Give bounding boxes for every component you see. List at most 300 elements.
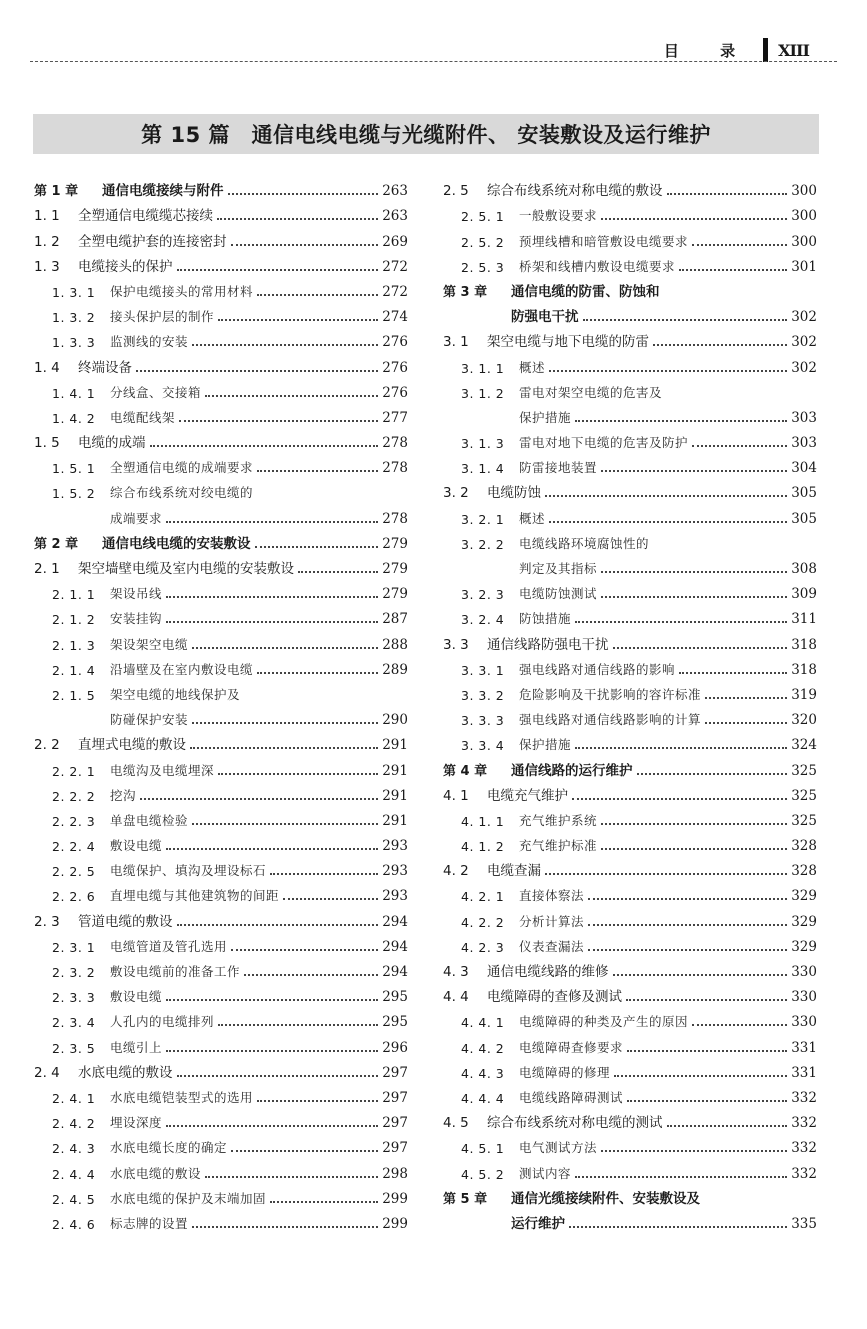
toc-entry-section[interactable]: [34, 904, 408, 929]
toc-entry-sub[interactable]: [443, 879, 817, 904]
toc-entry-page: 263: [382, 183, 408, 200]
toc-entry-page: 302: [791, 334, 817, 351]
toc-entry-section[interactable]: [34, 224, 408, 249]
toc-entry-number: 1. 1: [34, 208, 60, 225]
toc-entry-sub[interactable]: [34, 779, 408, 804]
dot-leader: [231, 1150, 378, 1152]
toc-entry-page: 277: [382, 409, 408, 426]
toc-entry-title: 挖沟: [110, 787, 137, 803]
dot-leader: [140, 798, 378, 800]
toc-entry-sub[interactable]: [443, 224, 817, 249]
toc-entry-sub[interactable]: [443, 250, 817, 275]
toc-entry-page: 302: [791, 309, 817, 326]
dot-leader: [679, 672, 787, 674]
toc-entry-title: 仪表查漏法: [519, 938, 585, 954]
dot-leader: [166, 521, 378, 523]
dot-leader: [177, 1075, 379, 1077]
dot-leader: [583, 319, 788, 321]
toc-entry-sub[interactable]: [34, 627, 408, 652]
toc-entry-page: 305: [791, 485, 817, 502]
dot-leader: [667, 1125, 788, 1127]
toc-entry-number: 2. 2: [34, 737, 60, 754]
toc-entry-chapter[interactable]: [443, 1182, 817, 1207]
toc-entry-title: 埋设深度: [110, 1115, 163, 1131]
toc-entry-number: 2. 1: [34, 561, 60, 577]
toc-entry-sub[interactable]: [443, 426, 817, 451]
toc-entry-sub[interactable]: [34, 1081, 408, 1106]
toc-entry-number: 2. 1. 1: [52, 587, 96, 603]
toc-entry-page: 297: [382, 1115, 408, 1132]
toc-entry-sub[interactable]: [34, 1207, 408, 1232]
toc-entry-title: 直埋式电缆的敷设: [78, 737, 186, 754]
toc-entry-number: 3. 2. 4: [461, 612, 505, 628]
toc-entry-number: 2. 4. 3: [52, 1141, 96, 1157]
toc-entry-page: 288: [382, 636, 408, 653]
toc-entry-number: 1. 3. 3: [52, 335, 96, 351]
dot-leader: [549, 521, 787, 523]
toc-entry-chapter[interactable]: [443, 275, 817, 300]
toc-entry-section[interactable]: [443, 627, 817, 652]
toc-entry-page: 299: [382, 1215, 408, 1232]
toc-entry-page: 319: [791, 686, 817, 703]
toc-entry-sub[interactable]: [443, 527, 817, 552]
dot-leader: [192, 1226, 378, 1228]
toc-entry-sub-cont[interactable]: [443, 401, 817, 426]
toc-entry-number: 第 3 章: [443, 284, 488, 300]
toc-entry-title: 电缆管道及管孔选用: [110, 938, 228, 954]
toc-entry-title: 人孔内的电缆排列: [110, 1014, 215, 1030]
toc-entry-number: 3. 1. 2: [461, 385, 505, 401]
toc-entry-sub[interactable]: [34, 602, 408, 627]
toc-entry-section[interactable]: [34, 199, 408, 224]
toc-entry-page: 295: [382, 1014, 408, 1031]
toc-entry-number: 2. 1. 5: [52, 687, 96, 703]
toc-entry-title: 保护措施: [519, 409, 572, 425]
dot-leader: [549, 370, 787, 372]
toc-entry-sub[interactable]: [443, 703, 817, 728]
toc-entry-section[interactable]: [34, 250, 408, 275]
dot-leader: [136, 370, 378, 372]
toc-entry-chapter-cont[interactable]: [443, 300, 817, 325]
toc-entry-page: 295: [382, 989, 408, 1006]
toc-entry-sub[interactable]: [34, 930, 408, 955]
toc-entry-number: 3. 3. 3: [461, 713, 505, 729]
toc-entry-title: 充气维护标准: [519, 838, 598, 854]
toc-entry-number: 4. 2. 1: [461, 889, 505, 905]
toc-entry-title: 电缆障碍查修要求: [519, 1039, 624, 1055]
toc-entry-title: 水底电缆长度的确定: [110, 1140, 228, 1156]
toc-entry-number: 3. 2: [443, 485, 469, 502]
toc-entry-section[interactable]: [34, 552, 408, 577]
toc-entry-page: 325: [791, 787, 817, 804]
toc-entry-number: 第 2 章: [34, 536, 79, 552]
toc-entry-title: 全塑通信电缆缆芯接续: [78, 208, 213, 225]
toc-entry-section[interactable]: [443, 1106, 817, 1131]
dot-leader: [192, 647, 378, 649]
dot-leader: [179, 420, 378, 422]
toc-entry-title: 电缆障碍的查修及测试: [487, 989, 622, 1006]
toc-entry-title: 水底电缆的敷设: [78, 1064, 173, 1081]
toc-entry-number: 第 1 章: [34, 184, 79, 200]
toc-entry-sub[interactable]: [443, 577, 817, 602]
toc-entry-number: 4. 2. 2: [461, 914, 505, 930]
header-rule: [30, 61, 837, 62]
toc-entry-section[interactable]: [34, 350, 408, 375]
toc-entry-page: 318: [791, 661, 817, 678]
toc-entry-number: 4. 1: [443, 787, 469, 804]
toc-entry-number: 2. 5. 2: [461, 234, 505, 250]
header-page-number: XIII: [778, 40, 809, 60]
toc-entry-number: 2. 2. 1: [52, 763, 96, 779]
toc-entry-page: 329: [791, 913, 817, 930]
toc-entry-chapter[interactable]: [34, 174, 408, 199]
toc-entry-number: 第 4 章: [443, 763, 488, 779]
toc-entry-page: 276: [382, 334, 408, 351]
toc-entry-number: 1. 3. 2: [52, 310, 96, 326]
toc-entry-number: 1. 5: [34, 435, 60, 452]
toc-entry-number: 3. 2. 1: [461, 511, 505, 527]
toc-entry-sub[interactable]: [34, 1182, 408, 1207]
toc-entry-sub-cont[interactable]: [34, 501, 408, 526]
toc-entry-section[interactable]: [443, 174, 817, 199]
toc-entry-page: 304: [791, 460, 817, 477]
toc-entry-number: 4. 1. 1: [461, 813, 505, 829]
toc-entry-title: 全塑通信电缆的成端要求: [110, 460, 254, 476]
dot-leader: [601, 596, 787, 598]
toc-entry-number: 4. 5: [443, 1115, 469, 1132]
toc-entry-number: 1. 4. 2: [52, 410, 96, 426]
toc-entry-sub[interactable]: [443, 1081, 817, 1106]
toc-entry-title: 通信线路防强电干扰: [487, 636, 609, 653]
toc-entry-title: 电缆防蚀测试: [519, 586, 598, 602]
toc-entry-number: 1. 4. 1: [52, 385, 96, 401]
toc-entry-sub[interactable]: [443, 199, 817, 224]
toc-entry-title: 防强电干扰: [511, 309, 579, 326]
toc-entry-title: 预埋线槽和暗管敷设电缆要求: [519, 233, 689, 249]
dot-leader: [218, 319, 378, 321]
dot-leader: [205, 395, 378, 397]
toc-entry-title: 通信线路的运行维护: [511, 762, 633, 779]
toc-entry-number: 2. 3. 4: [52, 1015, 96, 1031]
toc-entry-title: 全塑电缆护套的连接密封: [78, 233, 227, 250]
toc-entry-title: 通信电缆线路的维修: [487, 964, 609, 980]
toc-entry-sub[interactable]: [443, 804, 817, 829]
toc-entry-number: 4. 2: [443, 863, 469, 880]
toc-entry-page: 329: [791, 888, 817, 905]
dot-leader: [588, 898, 787, 900]
dot-leader: [601, 1150, 787, 1152]
toc-entry-page: 300: [791, 233, 817, 250]
toc-entry-sub[interactable]: [443, 678, 817, 703]
toc-entry-page: 272: [382, 258, 408, 275]
toc-entry-title: 电缆障碍的种类及产生的原因: [519, 1014, 689, 1030]
dot-leader: [575, 1176, 787, 1178]
dot-leader: [601, 470, 787, 472]
toc-entry-page: 279: [382, 586, 408, 603]
toc-entry-title: 综合布线系统对称电缆的测试: [487, 1115, 663, 1132]
toc-entry-title: 综合布线系统对称电缆的敷设: [487, 183, 663, 200]
toc-entry-page: 289: [382, 661, 408, 678]
toc-entry-sub[interactable]: [443, 904, 817, 929]
toc-entry-title: 桥架和线槽内敷设电缆要求: [519, 258, 676, 274]
toc-entry-number: 2. 2. 2: [52, 788, 96, 804]
toc-entry-chapter-cont[interactable]: [443, 1207, 817, 1232]
toc-entry-section[interactable]: [443, 955, 817, 980]
toc-entry-chapter[interactable]: [443, 753, 817, 778]
toc-entry-sub[interactable]: [34, 451, 408, 476]
toc-entry-title: 电缆接头的保护: [78, 258, 173, 275]
toc-entry-page: 276: [382, 384, 408, 401]
dot-leader: [545, 495, 787, 497]
toc-entry-page: 293: [382, 838, 408, 855]
toc-entry-title: 防雷接地装置: [519, 460, 598, 476]
toc-entry-title: 架空电缆与地下电缆的防雷: [487, 334, 649, 351]
dot-leader: [192, 823, 378, 825]
toc-entry-title: 架空墙壁电缆及室内电缆的安装敷设: [78, 561, 294, 577]
toc-entry-title: 敷设电缆前的准备工作: [110, 964, 241, 979]
toc-entry-page: 297: [382, 1089, 408, 1106]
toc-entry-sub[interactable]: [443, 653, 817, 678]
toc-entry-sub[interactable]: [443, 930, 817, 955]
toc-entry-page: 291: [382, 737, 408, 754]
toc-entry-sub[interactable]: [34, 1005, 408, 1030]
header-divider: [763, 38, 768, 62]
toc-entry-page: 278: [382, 510, 408, 527]
toc-entry-sub[interactable]: [34, 1156, 408, 1181]
toc-entry-chapter[interactable]: [34, 527, 408, 552]
toc-entry-page: 291: [382, 812, 408, 829]
dot-leader: [653, 344, 787, 346]
toc-entry-page: 300: [791, 208, 817, 225]
toc-entry-page: 298: [382, 1165, 408, 1182]
toc-entry-sub[interactable]: [34, 577, 408, 602]
dot-leader: [705, 722, 787, 724]
toc-entry-number: 2. 2. 4: [52, 839, 96, 855]
dot-leader: [614, 1075, 787, 1077]
toc-entry-sub[interactable]: [34, 1131, 408, 1156]
toc-entry-number: 2. 2. 5: [52, 864, 96, 880]
toc-entry-page: 332: [791, 1115, 817, 1132]
toc-entry-sub[interactable]: [34, 854, 408, 879]
toc-entry-section[interactable]: [34, 1056, 408, 1081]
toc-entry-sub[interactable]: [34, 804, 408, 829]
toc-entry-number: 2. 4. 2: [52, 1116, 96, 1132]
dot-leader: [244, 974, 378, 976]
toc-entry-section[interactable]: [34, 426, 408, 451]
dot-leader: [217, 218, 378, 220]
toc-entry-sub[interactable]: [443, 602, 817, 627]
toc-entry-number: 2. 5. 3: [461, 259, 505, 275]
toc-entry-page: 279: [382, 561, 408, 577]
running-header: [664, 36, 809, 64]
toc-entry-page: 302: [791, 359, 817, 376]
toc-entry-title: 电缆障碍的修理: [519, 1064, 611, 1080]
toc-entry-sub[interactable]: [34, 955, 408, 980]
dot-leader: [228, 193, 379, 195]
toc-entry-page: 330: [791, 989, 817, 1006]
toc-entry-title: 电缆配线架: [110, 409, 176, 425]
toc-entry-page: 309: [791, 586, 817, 603]
toc-entry-title: 电缆线路环境腐蚀性的: [519, 535, 650, 551]
toc-entry-page: 291: [382, 787, 408, 804]
toc-entry-sub[interactable]: [34, 1030, 408, 1055]
toc-entry-title: 运行维护: [511, 1215, 565, 1232]
toc-entry-number: 2. 4. 4: [52, 1166, 96, 1182]
toc-entry-sub[interactable]: [34, 980, 408, 1005]
toc-entry-section[interactable]: [443, 476, 817, 501]
toc-entry-section[interactable]: [443, 854, 817, 879]
toc-entry-sub[interactable]: [34, 325, 408, 350]
part-title-banner: [33, 114, 819, 154]
toc-entry-title: 电气测试方法: [519, 1140, 598, 1156]
toc-entry-number: 4. 4. 1: [461, 1015, 505, 1031]
toc-entry-page: 293: [382, 863, 408, 880]
dot-leader: [627, 1100, 787, 1102]
toc-entry-title: 通信电线电缆的安装敷设: [102, 535, 251, 552]
toc-entry-title: 强电线路对通信线路的影响: [519, 661, 676, 677]
toc-entry-page: 325: [791, 762, 817, 779]
toc-entry-sub[interactable]: [443, 451, 817, 476]
toc-entry-sub[interactable]: [34, 829, 408, 854]
dot-leader: [692, 244, 787, 246]
toc-entry-section[interactable]: [34, 728, 408, 753]
toc-entry-sub[interactable]: [443, 1156, 817, 1181]
dot-leader: [192, 344, 378, 346]
dot-leader: [270, 873, 378, 875]
toc-entry-number: 4. 5. 1: [461, 1141, 505, 1157]
toc-entry-sub[interactable]: [34, 653, 408, 678]
dot-leader: [692, 1024, 787, 1026]
toc-entry-number: 1. 4: [34, 359, 60, 376]
toc-entry-sub[interactable]: [443, 1030, 817, 1055]
toc-entry-number: 3. 2. 3: [461, 587, 505, 603]
toc-entry-number: 4. 2. 3: [461, 939, 505, 955]
toc-entry-title: 标志牌的设置: [110, 1215, 189, 1231]
dot-leader: [166, 848, 378, 850]
toc-entry-page: 305: [791, 510, 817, 527]
toc-entry-number: 2. 2. 6: [52, 889, 96, 905]
toc-entry-page: 303: [791, 409, 817, 426]
toc-entry-title: 电缆保护、填沟及埋设标石: [110, 863, 267, 879]
toc-entry-number: 1. 5. 2: [52, 486, 96, 502]
dot-leader: [613, 647, 788, 649]
toc-entry-number: 2. 3. 3: [52, 990, 96, 1006]
toc-left-column: [34, 174, 408, 1232]
toc-entry-page: 299: [382, 1190, 408, 1207]
dot-leader: [218, 773, 378, 775]
toc-entry-section[interactable]: [443, 325, 817, 350]
toc-entry-sub[interactable]: [443, 1056, 817, 1081]
toc-entry-number: 2. 3. 1: [52, 939, 96, 955]
toc-entry-sub[interactable]: [443, 1131, 817, 1156]
toc-entry-title: 电缆引上: [110, 1039, 163, 1055]
toc-entry-title: 判定及其指标: [519, 561, 598, 576]
toc-entry-number: 3. 1: [443, 334, 469, 351]
toc-entry-sub[interactable]: [443, 1005, 817, 1030]
toc-entry-page: 332: [791, 1089, 817, 1106]
toc-entry-page: 328: [791, 838, 817, 855]
dot-leader: [626, 999, 787, 1001]
toc-entry-sub[interactable]: [34, 401, 408, 426]
toc-entry-title: 分线盒、交接箱: [110, 384, 202, 400]
toc-entry-number: 2. 1. 2: [52, 612, 96, 628]
toc-entry-sub-cont[interactable]: [443, 552, 817, 577]
toc-entry-title: 沿墙壁及在室内敷设电缆: [110, 661, 254, 677]
toc-entry-sub[interactable]: [443, 350, 817, 375]
toc-entry-title: 电缆的成端: [78, 435, 146, 452]
toc-entry-sub-cont[interactable]: [34, 703, 408, 728]
toc-entry-title: 概述: [519, 510, 546, 526]
toc-entry-number: 2. 1. 3: [52, 637, 96, 653]
toc-entry-number: 1. 5. 1: [52, 461, 96, 477]
toc-entry-sub[interactable]: [443, 728, 817, 753]
toc-entry-page: 272: [382, 283, 408, 300]
toc-entry-title: 雷电对地下电缆的危害及防护: [519, 435, 689, 451]
toc-entry-title: 电缆充气维护: [487, 787, 568, 804]
dot-leader: [601, 823, 787, 825]
dot-leader: [679, 269, 787, 271]
toc-entry-sub[interactable]: [443, 501, 817, 526]
dot-leader: [575, 747, 787, 749]
toc-entry-sub[interactable]: [34, 879, 408, 904]
toc-entry-title: 通信电缆的防雷、防蚀和: [511, 283, 660, 300]
dot-leader: [575, 420, 787, 422]
toc-entry-title: 单盘电缆检验: [110, 812, 189, 828]
toc-entry-sub[interactable]: [34, 678, 408, 703]
toc-entry-number: 4. 3: [443, 964, 469, 980]
toc-entry-title: 电缆沟及电缆埋深: [110, 762, 215, 778]
toc-entry-number: 1. 2: [34, 233, 60, 250]
toc-entry-sub[interactable]: [34, 300, 408, 325]
toc-entry-title: 敷设电缆: [110, 989, 163, 1005]
toc-entry-page: 332: [791, 1165, 817, 1182]
toc-entry-section[interactable]: [443, 980, 817, 1005]
dot-leader: [257, 672, 378, 674]
dot-leader: [257, 1100, 378, 1102]
toc-entry-section[interactable]: [443, 779, 817, 804]
toc-entry-sub[interactable]: [34, 275, 408, 300]
toc-entry-page: 308: [791, 561, 817, 577]
toc-entry-sub[interactable]: [443, 376, 817, 401]
toc-entry-sub[interactable]: [34, 753, 408, 778]
toc-entry-number: 2. 1. 4: [52, 662, 96, 678]
toc-entry-title: 通信光缆接续附件、安装敷设及: [511, 1190, 700, 1207]
toc-entry-title: 雷电对架空电缆的危害及: [519, 384, 663, 400]
toc-entry-page: 296: [382, 1039, 408, 1056]
toc-entry-title: 管道电缆的敷设: [78, 913, 173, 930]
toc-entry-title: 电缆查漏: [487, 863, 541, 880]
toc-entry-page: 325: [791, 812, 817, 829]
toc-entry-sub[interactable]: [443, 829, 817, 854]
toc-entry-sub[interactable]: [34, 1106, 408, 1131]
toc-entry-page: 294: [382, 964, 408, 980]
toc-entry-page: 269: [382, 233, 408, 250]
toc-entry-number: 3. 1. 3: [461, 436, 505, 452]
toc-entry-number: 1. 3: [34, 258, 60, 275]
dot-leader: [231, 949, 378, 951]
dot-leader: [166, 1125, 378, 1127]
toc-entry-page: 279: [382, 535, 408, 552]
dot-leader: [177, 924, 379, 926]
toc-entry-sub[interactable]: [34, 376, 408, 401]
dot-leader: [569, 1226, 787, 1228]
toc-entry-number: 4. 4: [443, 989, 469, 1006]
dot-leader: [705, 697, 787, 699]
dot-leader: [150, 445, 379, 447]
toc-entry-number: 4. 1. 2: [461, 839, 505, 855]
dot-leader: [166, 621, 378, 623]
toc-entry-sub[interactable]: [34, 476, 408, 501]
